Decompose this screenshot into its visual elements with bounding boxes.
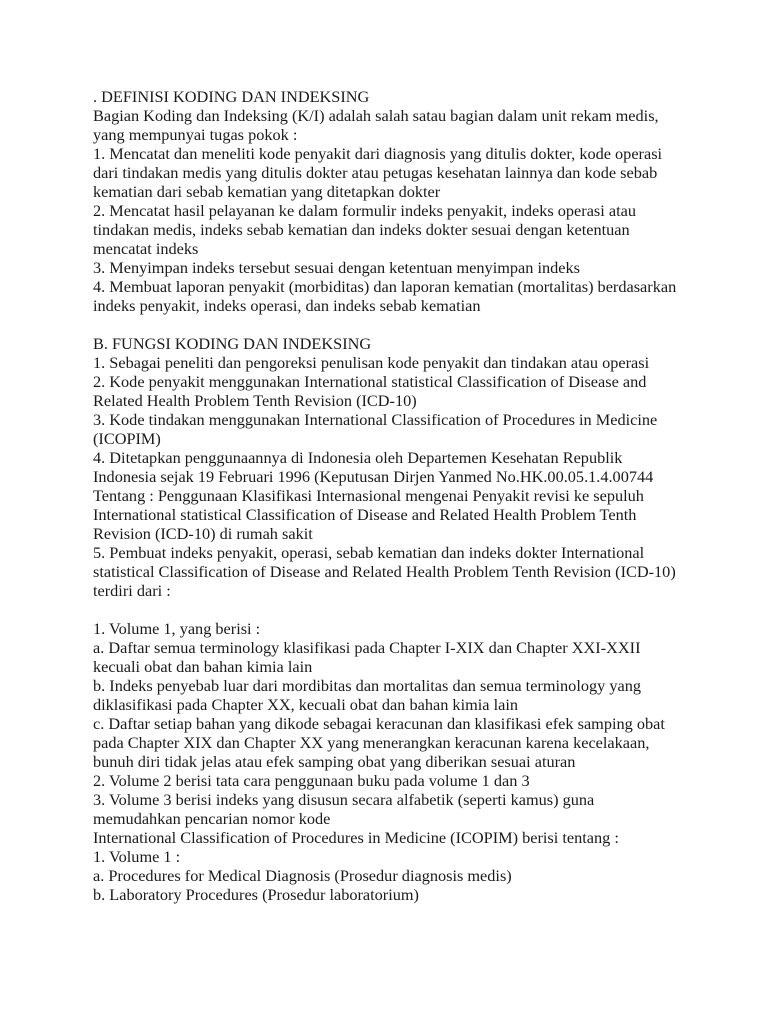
list-item: 1. Volume 1, yang berisi : — [93, 619, 261, 638]
list-item: 2. Mencatat hasil pelayanan ke dalam formulir indeks penyakit, indeks operasi atau tindakan medis, indeks sebab kematian dan indeks dokter sesuai dengan ketentuan mencatat indeks — [93, 201, 636, 258]
list-item: 3. Kode tindakan menggunakan International Classification of Procedures in Medicine (ICOPIM) — [93, 410, 658, 448]
sub-list-item: b. Laboratory Procedures (Prosedur laboratorium) — [93, 885, 419, 904]
sub-list-item: a. Procedures for Medical Diagnosis (Prosedur diagnosis medis) — [93, 866, 512, 885]
section-volumes — [93, 619, 683, 904]
section-heading: B. FUNGSI KODING DAN INDEKSING — [93, 334, 372, 353]
section-definisi — [93, 87, 683, 315]
section-heading: . DEFINISI KODING DAN INDEKSING — [93, 87, 370, 106]
list-item: 5. Pembuat indeks penyakit, operasi, sebab kematian dan indeks dokter International statistical Classification of Disease and Related Health Problem Tenth Revision (ICD-10) terdiri dari : — [93, 543, 676, 600]
list-item: 1. Volume 1 : — [93, 847, 181, 866]
list-item: 3. Menyimpan indeks tersebut sesuai dengan ketentuan menyimpan indeks — [93, 258, 580, 277]
list-item: 4. Membuat laporan penyakit (morbiditas) dan laporan kematian (mortalitas) berdasarkan indeks penyakit, indeks operasi, dan indeks sebab kematian — [93, 277, 677, 315]
sub-list-item: a. Daftar semua terminology klasifikasi pada Chapter I-XIX dan Chapter XXI-XXII kecuali obat dan bahan kimia lain — [93, 638, 641, 676]
list-item: 2. Volume 2 berisi tata cara penggunaan buku pada volume 1 dan 3 — [93, 771, 530, 790]
list-item: 4. Ditetapkan penggunaannya di Indonesia oleh Departemen Kesehatan Republik Indonesia sejak 19 Februari 1996 (Keputusan Dirjen Yanmed No.HK.00.05.1.4.00744 Tentang : Penggunaan Klasifikasi Internasional mengenai Penyakit revisi ke sepuluh International statistical Classification of Disease and Related Health Problem Tenth Revision (ICD-10) di rumah sakit — [93, 448, 654, 543]
section-fungsi — [93, 334, 683, 600]
sub-list-item: c. Daftar setiap bahan yang dikode sebagai keracunan dan klasifikasi efek samping obat pada Chapter XIX dan Chapter XX yang menerangkan keracunan karena kecelakaan, bunuh diri tidak jelas atau efek samping obat yang diberikan sesuai aturan — [93, 714, 665, 771]
list-item: 1. Sebagai peneliti dan pengoreksi penulisan kode penyakit dan tindakan atau operasi — [93, 353, 650, 372]
sub-list-item: b. Indeks penyebab luar dari mordibitas dan mortalitas dan semua terminology yang diklasifikasi pada Chapter XX, kecuali obat dan bahan kimia lain — [93, 676, 641, 714]
document-page — [93, 87, 683, 904]
paragraph-line: International Classification of Procedures in Medicine (ICOPIM) berisi tentang : — [93, 828, 619, 847]
list-item: 1. Mencatat dan meneliti kode penyakit dari diagnosis yang ditulis dokter, kode operasi dari tindakan medis yang ditulis dokter atau petugas kesehatan lainnya dan kode sebab kematian dari sebab kematian yang ditetapkan dokter — [93, 144, 663, 201]
paragraph-line: Bagian Koding dan Indeksing (K/I) adalah salah satau bagian dalam unit rekam medis, yang mempunyai tugas pokok : — [93, 106, 659, 144]
list-item: 2. Kode penyakit menggunakan International statistical Classification of Disease and Related Health Problem Tenth Revision (ICD-10) — [93, 372, 647, 410]
list-item: 3. Volume 3 berisi indeks yang disusun secara alfabetik (seperti kamus) guna memudahkan pencarian nomor kode — [93, 790, 595, 828]
